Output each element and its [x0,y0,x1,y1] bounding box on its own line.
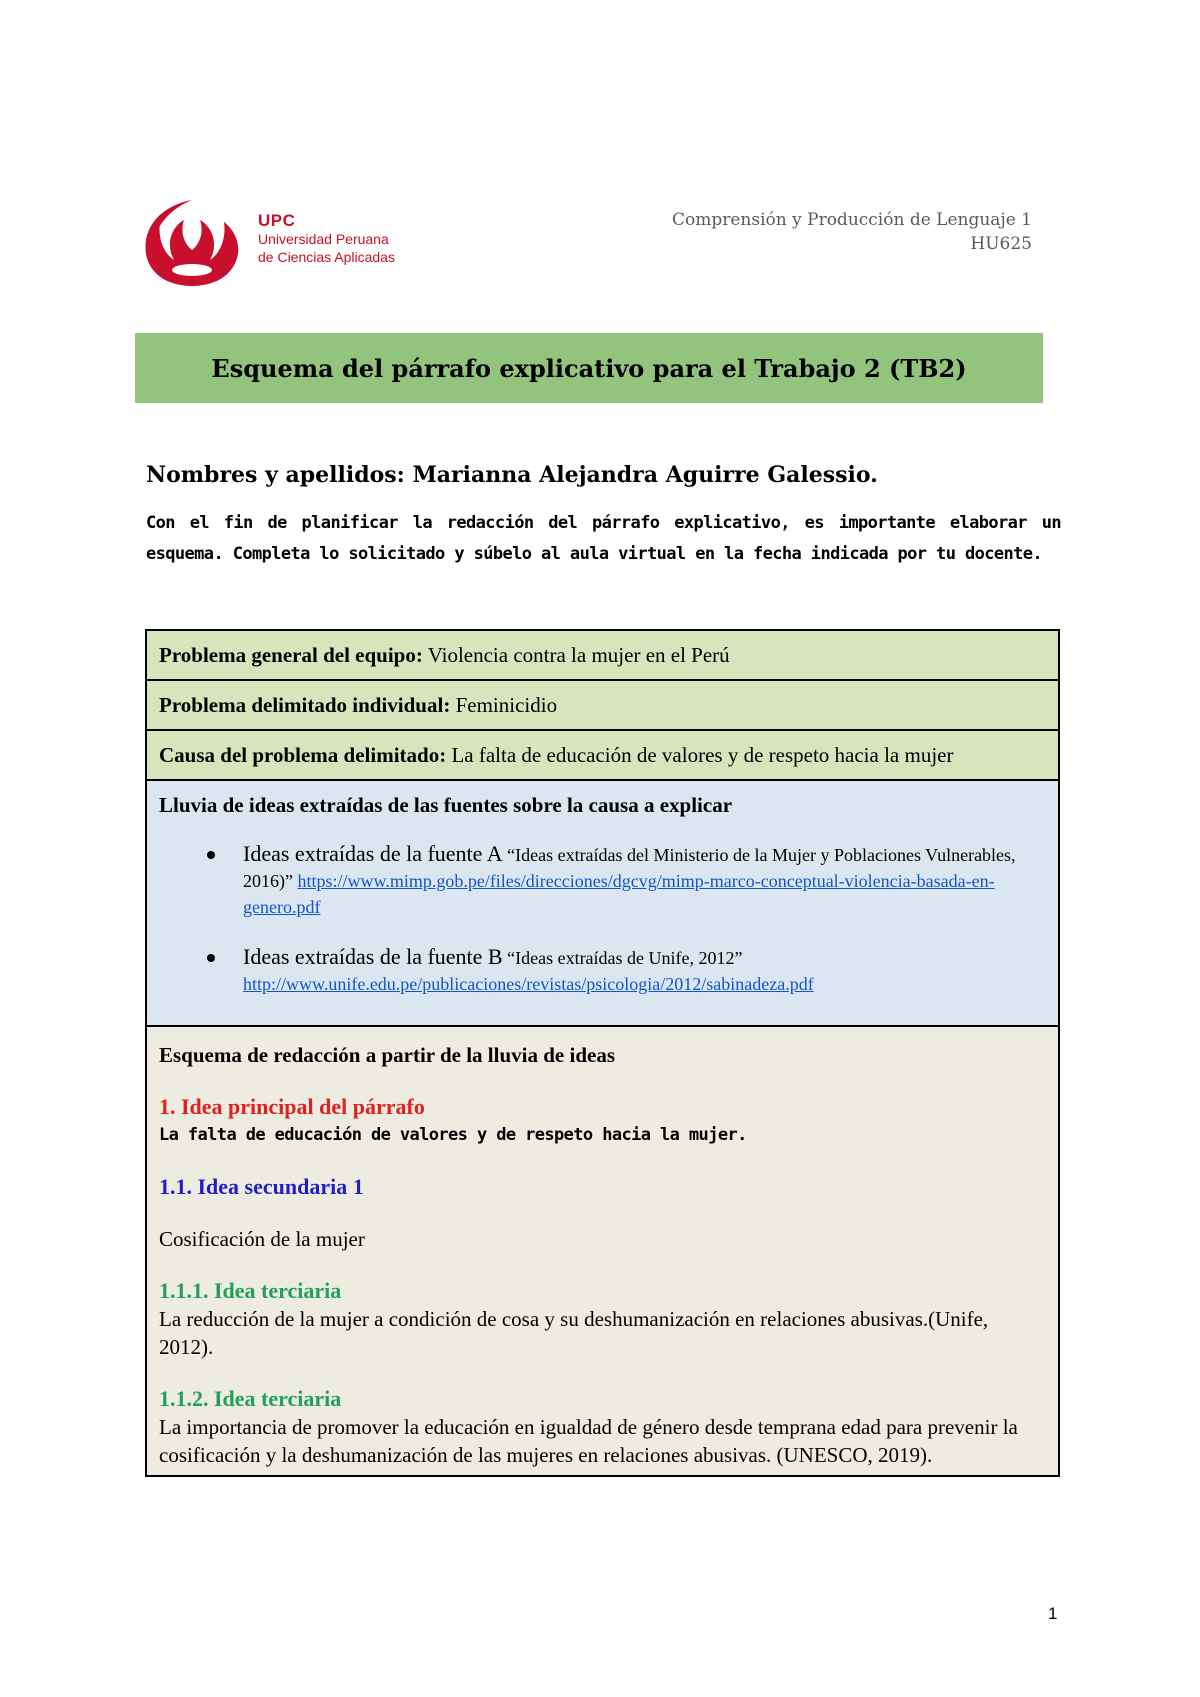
logo-upc-text: UPC [258,211,296,230]
row-esquema [147,1027,1058,1475]
causa-label: Causa del problema delimitado: [159,743,447,767]
bullet-icon [207,851,215,859]
course-code: HU625 [970,234,1032,254]
source-a-label: Ideas extraídas de la fuente A [243,841,503,866]
bullet-icon [207,954,215,962]
upc-flame-icon [140,198,244,288]
problema-delimitado-value: Feminicidio [455,693,558,717]
source-b-label: Ideas extraídas de la fuente B [243,944,503,969]
intro-paragraph: Con el fin de planificar la redacción del párrafo explicativo, es importante elaborar un esquema. Completa lo solicitado y súbelo al aula virtual en la fecha indicada por tu docente. [146,513,1061,564]
idea-secundaria-text: Cosificación de la mujer [159,1227,365,1251]
title-banner [135,333,1043,403]
logo-line-1: Universidad Peruana [258,231,389,247]
row-causa [147,731,1058,781]
lluvia-title: Lluvia de ideas extraídas de las fuentes sobre la causa a explicar [159,793,733,817]
row-problema-delimitado [147,681,1058,731]
terciaria-1-text: La reducción de la mujer a condición de cosa y su deshumanización en relaciones abusivas.(Unife, 2012). [159,1307,989,1359]
sources-list [159,841,1046,997]
source-a-desc: “Ideas extraídas del Ministerio de la Mujer y Poblaciones Vulnerables, 2016)” [243,845,1016,891]
problema-general-value: Violencia contra la mujer en el Perú [427,643,730,667]
causa-value: La falta de educación de valores y de respeto hacia la mujer [451,743,954,767]
source-b-link[interactable]: http://www.unife.edu.pe/publicaciones/revistas/psicologia/2012/sabinadeza.pdf [243,974,814,994]
page-title: Esquema del párrafo explicativo para el Trabajo 2 (TB2) [211,353,967,383]
upc-logo [140,198,440,288]
idea-principal-heading: 1. Idea principal del párrafo [159,1094,425,1119]
student-names: Nombres y apellidos: Marianna Alejandra Aguirre Galessio. [146,462,878,488]
source-a-link[interactable]: https://www.mimp.gob.pe/files/direcciones/dgcvg/mimp-marco-conceptual-violencia-basada-en-genero.pdf [243,871,995,917]
idea-principal-text: La falta de educación de valores y de respeto hacia la mujer. [159,1125,747,1145]
terciaria-2-heading: 1.1.2. Idea terciaria [159,1386,342,1411]
scheme-table [145,629,1060,1477]
terciaria-2-text: La importancia de promover la educación en igualdad de género desde temprana edad para prevenir la cosificación y la deshumanización de las mujeres en relaciones abusivas. (UNESCO, 2019). [159,1415,1018,1467]
problema-general-label: Problema general del equipo: [159,643,423,667]
logo-line-2: de Ciencias Aplicadas [258,249,395,265]
row-problema-general [147,631,1058,681]
esquema-title: Esquema de redacción a partir de la lluvia de ideas [159,1043,615,1067]
terciaria-1-heading: 1.1.1. Idea terciaria [159,1278,342,1303]
course-name: Comprensión y Producción de Lenguaje 1 [672,210,1032,230]
source-b-item [207,944,1046,997]
page-number: 1 [1048,1604,1058,1623]
course-header [672,208,1032,256]
idea-secundaria-heading: 1.1. Idea secundaria 1 [159,1174,364,1199]
row-lluvia-ideas [147,781,1058,1027]
problema-delimitado-label: Problema delimitado individual: [159,693,451,717]
source-a-item [207,841,1046,920]
source-b-desc: “Ideas extraídas de Unife, 2012” [507,948,743,968]
